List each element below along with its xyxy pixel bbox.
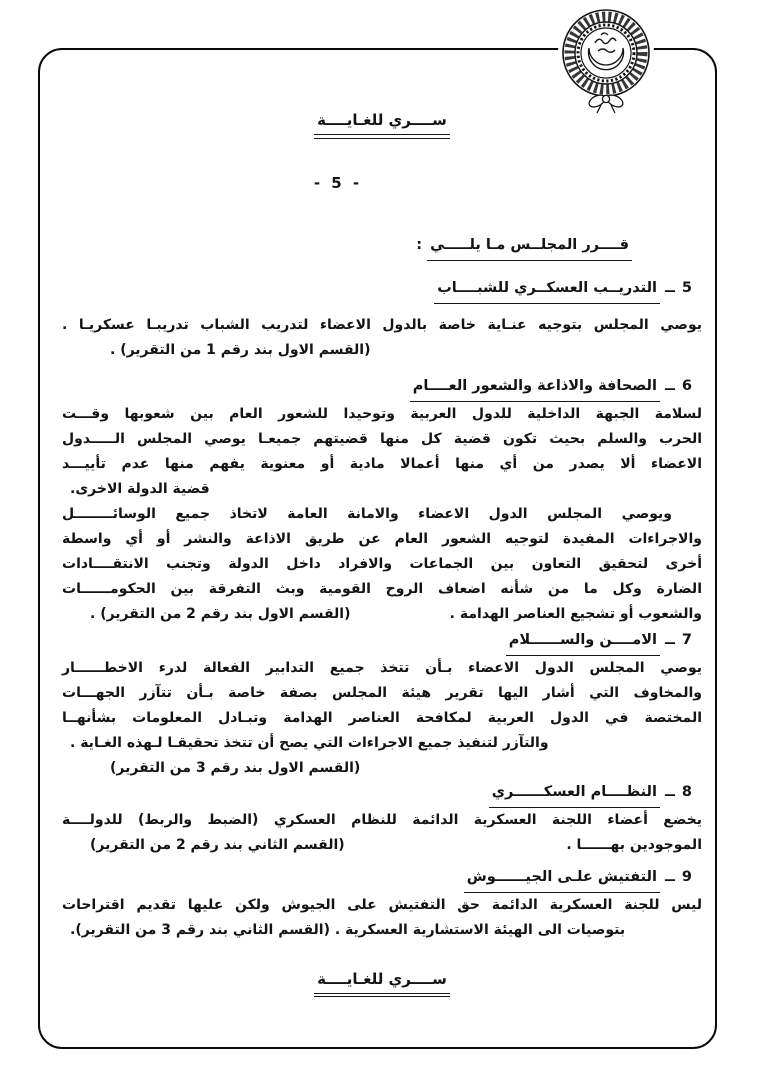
body-line: الحرب والسلم بحيث تكون قضية كل منها قضيتهم جميعـا يوصي المجلس الـــــدول (62, 430, 702, 447)
item-title (62, 375, 692, 402)
report-reference: (القسم الاول بند رقم 1 من التقرير) . (110, 341, 371, 358)
item-title (62, 277, 692, 304)
body-line: أخرى لتحقيق التعاون بين الجماعات والافراد داخل الدولة وتجنب الانتقــــادات (62, 555, 702, 572)
item-title-text: النظــــام العسكــــــري (489, 781, 660, 808)
body-line: ليس للجنة العسكرية الدائمة حق التفتيش على الجيوش ولكن عليها تقديم اقتراحات (62, 896, 702, 913)
decision-item-6 (62, 375, 702, 627)
body-line: بتوصيات الى الهيئة الاستشارية العسكرية . (القسم الثاني بند رقم 3 من التقرير). (70, 921, 626, 938)
body-line (62, 833, 702, 858)
item-title (62, 866, 692, 893)
decision-item-5 (62, 277, 702, 363)
item-title-text: التفتيش علـى الجيــــــوش (464, 866, 660, 893)
item-dash: ــ (664, 279, 675, 296)
decision-item-8 (62, 781, 702, 858)
body-line: والمخاوف التي أشار اليها تقرير هيئة المجلس بصفة خاصة بـأن تتآزر الجهـــات (62, 684, 702, 701)
body-line (62, 602, 702, 627)
body-line: الاعضاء ألا يصدر من أي منها أعمالا مادية أو معنوية يفهم منها عدم تأييـــد (62, 455, 702, 472)
classification-bottom-text: ســــري للغـايــــة (314, 969, 450, 994)
item-dash: ــ (664, 783, 675, 800)
decision-heading (62, 234, 632, 261)
item-dash: ــ (664, 631, 675, 648)
decision-item-9 (62, 866, 702, 943)
decision-heading-colon: : (416, 236, 428, 253)
report-reference: (القسم الاول بند رقم 2 من التقرير) . (90, 605, 351, 622)
item-dash: ــ (664, 377, 675, 394)
body-line: المختصة في الدول العربية لمكافحة العناصر الهدامة وتبـادل المعلومات بشأنهــا (62, 709, 702, 726)
item-title-text: التدريــب العسكــري للشبــــاب (434, 277, 660, 304)
item-dash: ــ (664, 868, 675, 885)
closing-text: والشعوب أو تشجيع العناصر الهدامة . (449, 605, 702, 622)
classification-top-text: ســــري للغـايــــة (314, 110, 450, 135)
report-reference: (القسم الثاني بند رقم 2 من التقرير) (90, 836, 345, 853)
item-number: 8 (681, 783, 692, 800)
item-number: 5 (681, 279, 692, 296)
decision-item-7 (62, 629, 702, 781)
document-content (38, 48, 718, 1058)
decision-heading-text: قــــرر المجلــس مـا يلـــــي (427, 234, 632, 261)
body-line: يوصي المجلس الدول الاعضاء بـأن تتخذ جميع التدابير الفعالة لدرء الاخطــــــار (62, 659, 702, 676)
body-line: قضية الدولة الاخرى. (70, 480, 210, 497)
body-line: لسلامة الجبهة الداخلية للدول العربية وتوحيدا للشعور العام بين شعوبها وقـــت (62, 405, 702, 422)
body-line: يوصي المجلس بتوجيه عنـاية خاصة بالدول الاعضاء لتدريب الشباب تدريبـا عسكريـا . (62, 316, 702, 333)
page-number: - 5 - (313, 173, 363, 192)
item-number: 7 (681, 631, 692, 648)
report-reference: (القسم الاول بند رقم 3 من التقرير) (110, 759, 361, 776)
body-line: الضارة وكل ما من شأنه اضعاف الروح القومية وبث التفرقة بين الحكومــــــات (62, 580, 702, 597)
body-line: ويوصي المجلس الدول الاعضاء والامانة العامة لاتخاذ جميع الوسائــــــــل (62, 505, 672, 522)
item-number: 6 (681, 377, 692, 394)
item-title (62, 781, 692, 808)
closing-text: الموجودين بهــــــا . (566, 836, 702, 853)
body-line: والاجراءات المفيدة لتوجيه الشعور العام عن طريق الاذاعة والنشر أو أي واسطة (62, 530, 702, 547)
body-line: والتآزر لتنفيذ جميع الاجراءات التي يصح أن تتخذ تحقيقـا لـهذه الغـاية . (70, 734, 549, 751)
item-title-text: الصحافة والاذاعة والشعور العــــام (410, 375, 660, 402)
classification-bottom (62, 969, 702, 998)
item-title (62, 629, 692, 656)
item-number: 9 (681, 868, 692, 885)
item-title-text: الامــــن والســــــلام (506, 629, 660, 656)
body-line: يخضع أعضاء اللجنة العسكرية الدائمة للنظام العسكري (الضبط والربط) للدولــــة (62, 811, 702, 828)
arab-league-emblem-icon (551, 1, 661, 121)
